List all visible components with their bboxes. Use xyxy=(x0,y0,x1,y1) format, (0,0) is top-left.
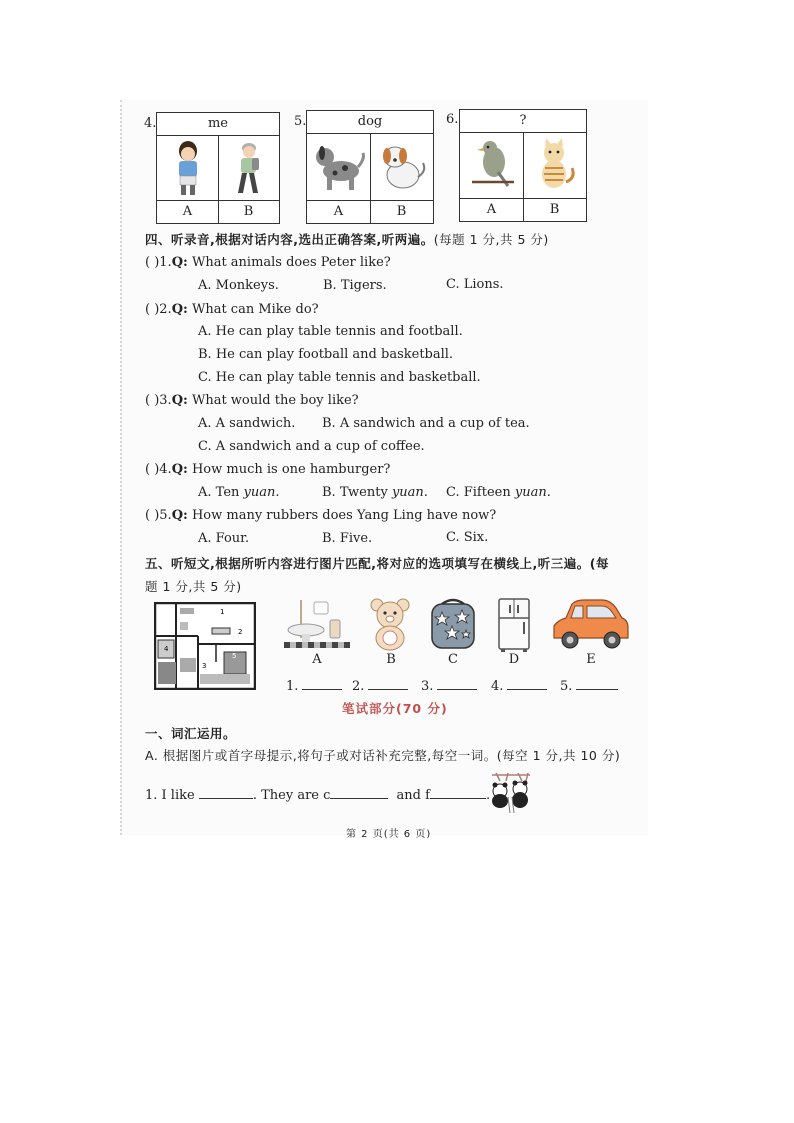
option-a: A. A sandwich. xyxy=(198,416,296,431)
cat-icon xyxy=(532,138,578,192)
sentence-mid: . They are c xyxy=(252,788,331,803)
floor-plan-icon xyxy=(154,602,256,690)
sentence-end: . xyxy=(485,788,491,803)
option-c: C. A sandwich and a cup of coffee. xyxy=(198,439,425,454)
question-text: What can Mike do? xyxy=(191,302,319,317)
answer-number: 5. xyxy=(560,679,573,694)
question-2 xyxy=(145,302,319,317)
part4-title-text: 四、听录音,根据对话内容,选出正确答案,听两遍。 xyxy=(145,232,434,247)
picture-task-word: ? xyxy=(460,110,586,133)
picture-task-word: me xyxy=(157,113,279,136)
question-q-label: Q: xyxy=(171,462,188,477)
fill-blank-question-1 xyxy=(145,786,490,803)
dog-sitting-icon xyxy=(373,141,429,193)
answer-number: 1. xyxy=(286,679,299,694)
option-b: B. He can play football and basketball. xyxy=(198,347,454,362)
question-text: How much is one hamburger? xyxy=(191,462,391,477)
option-c: C. Six. xyxy=(446,530,489,545)
sentence-start: 1. I like xyxy=(145,788,195,803)
bird-icon xyxy=(468,138,518,192)
floor-plan-label: 4 xyxy=(164,645,169,653)
answer-blank-4[interactable] xyxy=(491,677,547,694)
sentence-and: and f xyxy=(396,788,430,803)
option-a-text: A. Ten xyxy=(198,485,240,500)
option-b xyxy=(322,485,428,500)
vocabulary-section-title: 一、词汇运用。 xyxy=(145,726,237,741)
answer-blank-5[interactable] xyxy=(560,677,618,694)
question-q-label: Q: xyxy=(171,302,188,317)
picture-option-a: A xyxy=(182,204,193,219)
answer-number: 4. xyxy=(491,679,504,694)
picture-task-box xyxy=(306,110,434,224)
teddy-bear-icon xyxy=(368,598,412,652)
question-text: What would the boy like? xyxy=(191,393,359,408)
picture-letter-e: E xyxy=(586,652,596,667)
picture-letter-c: C xyxy=(448,652,458,667)
floor-plan-label: 2 xyxy=(238,628,243,636)
question-text: How many rubbers does Yang Ling have now? xyxy=(191,508,497,523)
page-footer: 第 2 页(共 6 页) xyxy=(346,829,432,840)
option-b: B. Tigers. xyxy=(323,278,387,293)
question-text: What animals does Peter like? xyxy=(191,255,391,270)
option-c-text: C. Fifteen xyxy=(446,485,511,500)
option-a: A. Four. xyxy=(198,531,250,546)
picture-option-b: B xyxy=(243,204,254,219)
question-q-label: Q: xyxy=(171,255,188,270)
question-number: 5. xyxy=(159,508,172,523)
option-b: B. A sandwich and a cup of tea. xyxy=(322,416,530,431)
blank-input[interactable] xyxy=(430,786,486,799)
question-number: 2. xyxy=(159,302,172,317)
picture-task-word: dog xyxy=(307,111,433,134)
blank-input[interactable] xyxy=(330,786,388,799)
answer-paren[interactable]: ( ) xyxy=(145,393,160,408)
floor-plan-label: 1 xyxy=(220,608,225,616)
question-5 xyxy=(145,508,496,523)
picture-option-b: B xyxy=(396,204,407,219)
option-a xyxy=(198,485,280,500)
picture-option-a: A xyxy=(333,204,344,219)
option-b: B. Five. xyxy=(322,531,373,546)
picture-task-number: 4. xyxy=(144,116,157,131)
backpack-icon xyxy=(428,598,478,652)
picture-letter-d: D xyxy=(508,652,520,667)
question-q-label: Q: xyxy=(171,508,188,523)
panda-icon xyxy=(486,771,536,813)
question-number: 4. xyxy=(159,462,172,477)
part4-title xyxy=(145,230,549,248)
question-number: 3. xyxy=(159,393,172,408)
picture-letter-b: B xyxy=(386,652,396,667)
floor-plan-label: 5 xyxy=(232,652,237,660)
part4-score-note: (每题 1 分,共 5 分) xyxy=(433,232,549,247)
picture-task-number: 6. xyxy=(446,112,459,127)
question-3 xyxy=(145,393,359,408)
question-4 xyxy=(145,462,390,477)
option-unit: yuan. xyxy=(514,485,551,500)
option-b-text: B. Twenty xyxy=(322,485,388,500)
bathroom-sink-icon xyxy=(284,598,350,652)
picture-option-b: B xyxy=(549,202,560,217)
floor-plan-label: 3 xyxy=(202,662,207,670)
picture-letter-a: A xyxy=(312,652,322,667)
blank-input[interactable] xyxy=(199,786,253,799)
picture-task-box xyxy=(459,109,587,222)
answer-paren[interactable]: ( ) xyxy=(145,462,160,477)
option-c xyxy=(446,485,551,500)
option-unit: yuan. xyxy=(243,485,280,500)
car-icon xyxy=(550,598,630,652)
boy-standing-icon xyxy=(165,139,211,197)
written-part-heading: 笔试部分(70 分) xyxy=(342,701,448,716)
answer-paren[interactable]: ( ) xyxy=(145,302,160,317)
option-a: A. Monkeys. xyxy=(198,278,279,293)
fridge-icon xyxy=(497,598,531,652)
picture-task-number: 5. xyxy=(294,114,307,129)
answer-blank-2[interactable] xyxy=(352,677,408,694)
part5-title-line1: 五、听短文,根据所听内容进行图片匹配,将对应的选项填写在横线上,听三遍。(每 xyxy=(145,556,609,571)
option-unit: yuan. xyxy=(391,485,428,500)
part5-title-line2: 题 1 分,共 5 分) xyxy=(145,579,242,594)
answer-blank-3[interactable] xyxy=(421,677,477,694)
option-c: C. He can play table tennis and basketball. xyxy=(198,370,481,385)
picture-option-a: A xyxy=(486,202,497,217)
sheet-left-edge xyxy=(120,100,123,835)
question-1 xyxy=(145,255,391,270)
answer-number: 2. xyxy=(352,679,365,694)
option-a: A. He can play table tennis and football. xyxy=(198,324,463,339)
dog-spotted-icon xyxy=(311,141,367,193)
part-a-instructions: A. 根据图片或首字母提示,将句子或对话补充完整,每空一词。(每空 1 分,共 10 分) xyxy=(145,748,621,763)
question-number: 1. xyxy=(159,255,172,270)
answer-blank-1[interactable] xyxy=(286,677,342,694)
answer-paren[interactable]: ( ) xyxy=(145,508,160,523)
picture-task-box xyxy=(156,112,280,224)
question-q-label: Q: xyxy=(171,393,188,408)
answer-paren[interactable]: ( ) xyxy=(145,255,160,270)
option-c: C. Lions. xyxy=(446,277,504,292)
answer-number: 3. xyxy=(421,679,434,694)
boy-walking-icon xyxy=(225,139,271,197)
